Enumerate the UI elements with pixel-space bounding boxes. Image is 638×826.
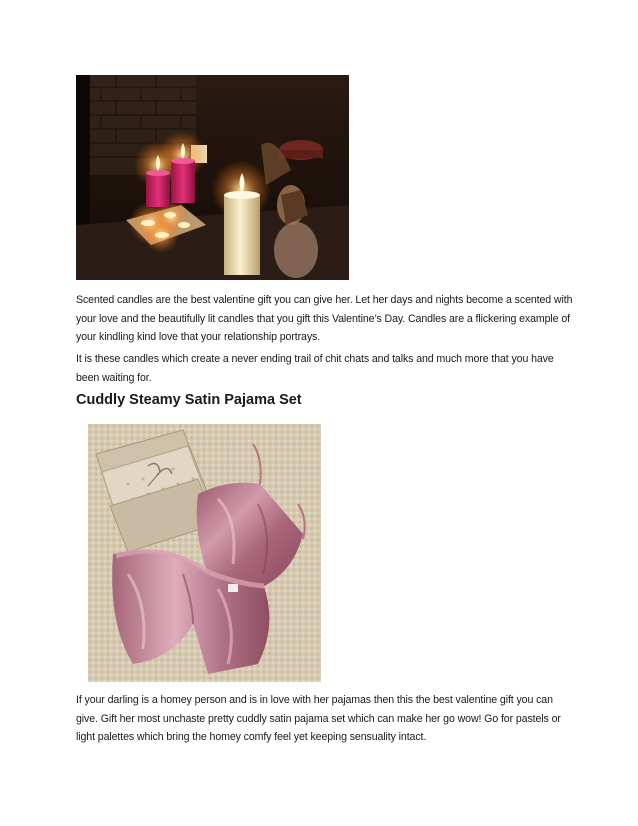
- candles-paragraph-1: Scented candles are the best valentine gift you can give her. Let her days and nights become a scented with your love and the beautifully lit candles that you gift this Valentine’s Day. Candles are a flickering example of your kindling kind love that your relationship portrays.: [76, 294, 573, 343]
- pajama-paragraph: If your darling is a homey person and is in love with her pajamas then this the best valentine gift you can give. Gift her most unchaste pretty cuddly satin pajama set which can make her go wow! Go for pastels or light palettes which bring the homey comfy feel yet keeping sensuality intact.: [76, 694, 561, 743]
- candles-paragraph-2: It is these candles which create a never ending trail of chit chats and talks and much more that you have been waiting for.: [76, 353, 554, 384]
- candles-photo: [76, 75, 349, 280]
- pajama-heading: Cuddly Steamy Satin Pajama Set: [76, 392, 302, 408]
- satin-pajama-photo: [88, 424, 321, 682]
